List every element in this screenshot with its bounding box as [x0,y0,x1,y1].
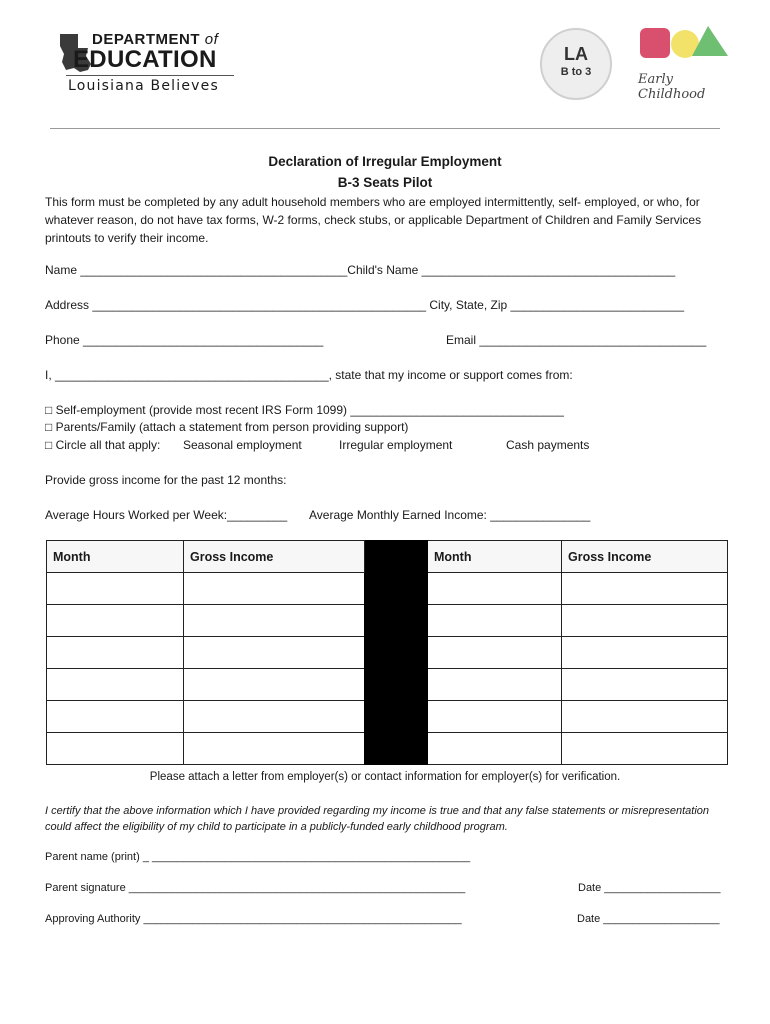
avg-monthly-income-field[interactable]: Average Monthly Earned Income: _______________ [309,508,591,522]
email-field[interactable]: Email __________________________________ [446,333,707,347]
gross-income-prompt: Provide gross income for the past 12 months: [45,473,287,487]
la-b3-badge [540,28,612,100]
certification-statement: I certify that the above information which I have provided regarding my income is true and that any false statements or misrepresentation could affect the eligibility of my child to participate in a publicly-funded early childhood program. [45,805,710,833]
avg-hours-field[interactable]: Average Hours Worked per Week:_________ [45,508,288,522]
date-field-2[interactable]: Date ___________________ [577,913,720,925]
la-b3-bottom-text: B to 3 [560,66,592,78]
month-cell[interactable] [428,669,562,701]
income-cell[interactable] [562,669,728,701]
income-table [46,540,728,765]
early-childhood-logo [636,22,736,104]
income-table-header [47,541,728,573]
doe-department-text: DEPARTMENT of [92,31,219,48]
table-divider-block [365,541,428,765]
gross-income-header-left: Gross Income [184,541,365,573]
phone-field[interactable]: Phone ____________________________________ [45,333,324,347]
income-cell[interactable] [184,573,365,605]
month-cell[interactable] [47,733,184,765]
income-cell[interactable] [562,637,728,669]
income-cell[interactable] [184,637,365,669]
form-title: Declaration of Irregular Employment [268,154,502,169]
parent-signature-field[interactable]: Parent signature _______________________________________________________ [45,882,466,894]
doe-education-text: EDUCATION [73,46,217,73]
gross-income-header-right: Gross Income [562,541,728,573]
header-rule [50,128,720,129]
irregular-employment-option[interactable]: Irregular employment [339,438,453,452]
address-field[interactable]: Address __________________________________________________ City, State, Zip __________________________ [45,298,685,312]
month-cell[interactable] [428,733,562,765]
month-cell[interactable] [428,637,562,669]
month-cell[interactable] [47,605,184,637]
attach-letter-note: Please attach a letter from employer(s) or contact information for employer(s) for verification. [149,771,621,783]
month-header-left: Month [47,541,184,573]
early-childhood-shapes-icon [636,22,736,70]
income-cell[interactable] [184,669,365,701]
self-employment-checkbox[interactable]: □ Self-employment (provide most recent IRS Form 1099) ________________________________ [45,403,564,417]
cash-payments-option[interactable]: Cash payments [506,438,590,452]
income-cell[interactable] [562,701,728,733]
month-cell[interactable] [47,573,184,605]
month-cell[interactable] [47,669,184,701]
month-cell[interactable] [428,573,562,605]
month-header-right: Month [428,541,562,573]
parent-name-field[interactable]: Parent name (print) _ ____________________________________________________ [45,851,471,863]
income-cell[interactable] [562,733,728,765]
state-income-field[interactable]: I, _________________________________________, state that my income or support comes from: [45,368,573,382]
month-cell[interactable] [428,701,562,733]
month-cell[interactable] [47,637,184,669]
seasonal-employment-option[interactable]: Seasonal employment [183,438,302,452]
income-cell[interactable] [184,605,365,637]
approving-authority-field[interactable]: Approving Authority ____________________________________________________ [45,913,462,925]
louisiana-believes-text: Louisiana Believes [68,78,219,94]
income-cell[interactable] [184,701,365,733]
income-cell[interactable] [562,605,728,637]
logo-divider [66,75,234,76]
income-cell[interactable] [184,733,365,765]
circle-all-checkbox[interactable]: □ Circle all that apply: [45,438,161,452]
parents-family-checkbox[interactable]: □ Parents/Family (attach a statement from person providing support) [45,420,409,434]
early-childhood-text: Early Childhood [638,72,706,102]
la-b3-top-text: LA [564,44,588,64]
date-field-1[interactable]: Date ___________________ [578,882,721,894]
income-cell[interactable] [562,573,728,605]
month-cell[interactable] [428,605,562,637]
form-intro: This form must be completed by any adult household members who are employed intermittently, self- employed, or who, for whatever reason, do not have tax forms, W-2 forms, check stubs, or applicable Department of Children and Family Services printouts to verify their income. [45,195,702,245]
name-field[interactable]: Name ________________________________________Child's Name ______________________________________ [45,263,676,277]
form-subtitle: B-3 Seats Pilot [337,175,433,190]
month-cell[interactable] [47,701,184,733]
